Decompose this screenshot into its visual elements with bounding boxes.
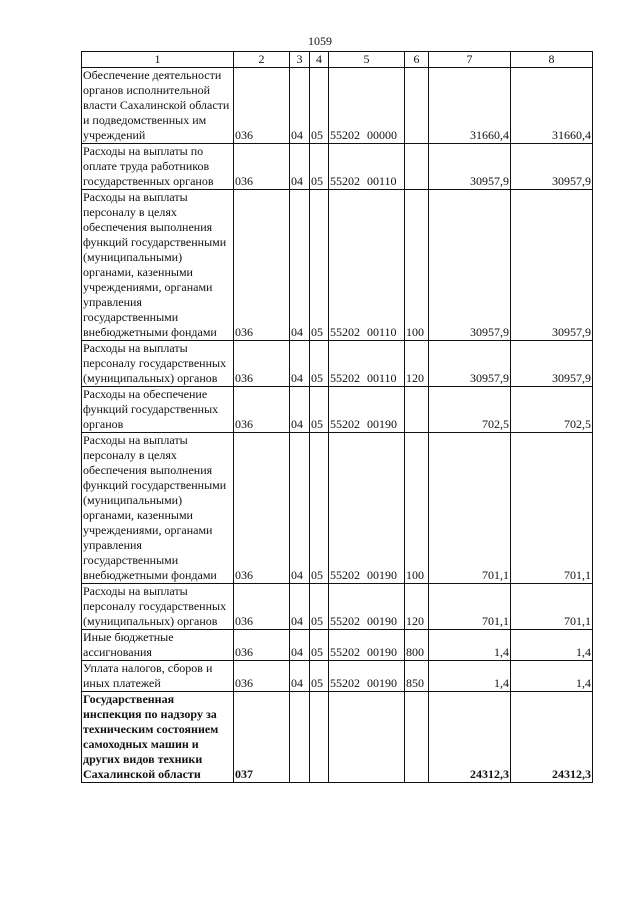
row-name-cell xyxy=(82,68,234,144)
amount-cell: 1,4 xyxy=(429,630,511,661)
amount-cell: 30957,9 xyxy=(429,341,511,387)
table-row xyxy=(82,387,593,433)
target-item-cell: 55202 00190 xyxy=(329,387,405,433)
expense-type-cell: 120 xyxy=(405,341,429,387)
row-name-text: Иные бюджетные ассигнования xyxy=(83,630,174,659)
row-name-cell xyxy=(82,630,234,661)
expense-type-cell: 120 xyxy=(405,584,429,630)
column-number-row xyxy=(82,52,593,68)
subsection-cell: 05 xyxy=(310,68,329,144)
amount-cell: 31660,4 xyxy=(511,68,593,144)
section-cell: 04 xyxy=(290,341,310,387)
target-item-cell xyxy=(329,692,405,783)
subsection-cell: 05 xyxy=(310,387,329,433)
section-cell: 04 xyxy=(290,68,310,144)
section-cell: 04 xyxy=(290,661,310,692)
amount-cell: 1,4 xyxy=(511,661,593,692)
target-item-cell: 55202 00110 xyxy=(329,144,405,190)
expense-type-cell: 100 xyxy=(405,433,429,584)
expense-type-cell xyxy=(405,692,429,783)
admin-code-cell: 036 xyxy=(234,433,290,584)
amount-cell: 30957,9 xyxy=(511,190,593,341)
expense-type-cell xyxy=(405,144,429,190)
column-header: 1 xyxy=(82,52,234,68)
section-cell: 04 xyxy=(290,144,310,190)
row-name-text: Расходы на выплаты персоналу в целях обеспечения выполнения функций государственными (муниципальными) органами, казенными учреждениями, органами управления государственными внебюджетными фондами xyxy=(83,190,227,339)
admin-code-cell: 036 xyxy=(234,68,290,144)
table-row xyxy=(82,341,593,387)
column-header: 8 xyxy=(511,52,593,68)
column-header: 5 xyxy=(329,52,405,68)
amount-cell: 24312,3 xyxy=(429,692,511,783)
amount-cell: 1,4 xyxy=(429,661,511,692)
target-item-cell: 55202 00000 xyxy=(329,68,405,144)
table-row xyxy=(82,630,593,661)
amount-cell: 30957,9 xyxy=(429,190,511,341)
subsection-cell: 05 xyxy=(310,433,329,584)
column-header: 3 xyxy=(290,52,310,68)
admin-code-cell: 037 xyxy=(234,692,290,783)
amount-cell: 30957,9 xyxy=(511,144,593,190)
amount-cell: 701,1 xyxy=(511,584,593,630)
amount-cell: 31660,4 xyxy=(429,68,511,144)
table-row xyxy=(82,190,593,341)
row-name-cell xyxy=(82,433,234,584)
section-cell: 04 xyxy=(290,584,310,630)
column-header: 2 xyxy=(234,52,290,68)
subsection-cell: 05 xyxy=(310,341,329,387)
target-item-cell: 55202 00110 xyxy=(329,190,405,341)
row-name-cell xyxy=(82,144,234,190)
row-name-text: Государственная инспекция по надзору за техническим состоянием самоходных машин и других видов техники Сахалинской области xyxy=(83,692,219,781)
subsection-cell: 05 xyxy=(310,190,329,341)
target-item-cell: 55202 00190 xyxy=(329,661,405,692)
row-name-text: Расходы на выплаты персоналу государственных (муниципальных) органов xyxy=(83,341,227,385)
target-item-cell: 55202 00190 xyxy=(329,433,405,584)
row-name-cell xyxy=(82,387,234,433)
expense-type-cell xyxy=(405,387,429,433)
expense-type-cell: 100 xyxy=(405,190,429,341)
table-body xyxy=(82,68,593,783)
amount-cell: 701,1 xyxy=(429,584,511,630)
subsection-cell: 05 xyxy=(310,144,329,190)
amount-cell: 701,1 xyxy=(511,433,593,584)
row-name-text: Обеспечение деятельности органов исполнительной власти Сахалинской области и подведомственных им учреждений xyxy=(83,68,230,142)
admin-code-cell: 036 xyxy=(234,144,290,190)
column-header: 4 xyxy=(310,52,329,68)
subsection-cell: 05 xyxy=(310,661,329,692)
table-row xyxy=(82,68,593,144)
amount-cell: 30957,9 xyxy=(511,341,593,387)
column-header: 6 xyxy=(405,52,429,68)
subsection-cell xyxy=(310,692,329,783)
expense-type-cell xyxy=(405,68,429,144)
table-row xyxy=(82,584,593,630)
page-number: 1059 xyxy=(308,34,332,48)
amount-cell: 1,4 xyxy=(511,630,593,661)
amount-cell: 24312,3 xyxy=(511,692,593,783)
admin-code-cell: 036 xyxy=(234,661,290,692)
admin-code-cell: 036 xyxy=(234,190,290,341)
section-cell: 04 xyxy=(290,190,310,341)
expense-type-cell: 850 xyxy=(405,661,429,692)
table-row xyxy=(82,433,593,584)
admin-code-cell: 036 xyxy=(234,387,290,433)
row-name-text: Расходы на выплаты персоналу в целях обеспечения выполнения функций государственными (муниципальными) органами, казенными учреждениями, органами управления государственными внебюджетными фондами xyxy=(83,433,227,582)
target-item-cell: 55202 00190 xyxy=(329,630,405,661)
admin-code-cell: 036 xyxy=(234,584,290,630)
amount-cell: 701,1 xyxy=(429,433,511,584)
budget-table xyxy=(81,51,593,783)
admin-code-cell: 036 xyxy=(234,630,290,661)
amount-cell: 702,5 xyxy=(511,387,593,433)
target-item-cell: 55202 00110 xyxy=(329,341,405,387)
target-item-cell: 55202 00190 xyxy=(329,584,405,630)
row-name-text: Расходы на выплаты по оплате труда работников государственных органов xyxy=(83,144,214,188)
row-name-cell xyxy=(82,190,234,341)
section-cell: 04 xyxy=(290,630,310,661)
row-name-cell xyxy=(82,584,234,630)
row-name-text: Расходы на обеспечение функций государственных органов xyxy=(83,387,219,431)
row-name-text: Расходы на выплаты персоналу государственных (муниципальных) органов xyxy=(83,584,227,628)
section-cell: 04 xyxy=(290,387,310,433)
row-name-cell xyxy=(82,661,234,692)
section-cell: 04 xyxy=(290,433,310,584)
amount-cell: 702,5 xyxy=(429,387,511,433)
row-name-cell xyxy=(82,341,234,387)
admin-code-cell: 036 xyxy=(234,341,290,387)
table-row xyxy=(82,692,593,783)
amount-cell: 30957,9 xyxy=(429,144,511,190)
table-row xyxy=(82,144,593,190)
section-cell xyxy=(290,692,310,783)
column-header: 7 xyxy=(429,52,511,68)
table-row xyxy=(82,661,593,692)
row-name-cell xyxy=(82,692,234,783)
subsection-cell: 05 xyxy=(310,584,329,630)
row-name-text: Уплата налогов, сборов и иных платежей xyxy=(83,661,213,690)
expense-type-cell: 800 xyxy=(405,630,429,661)
subsection-cell: 05 xyxy=(310,630,329,661)
